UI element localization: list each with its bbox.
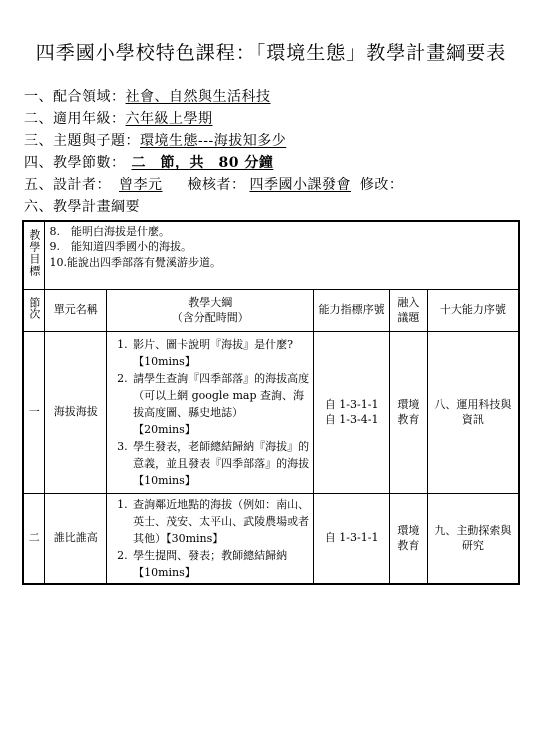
unit-header: 單元名稱 [45,289,107,331]
period-cell: 二 [23,493,45,584]
domain-value: 社會、自然與生活科技 [125,89,271,105]
domain-label: 一、配合領域： [24,89,126,105]
indicator-header: 能力指標序號 [314,289,390,331]
outline-item [131,336,309,370]
designer-line [24,174,415,194]
outline-item [131,370,309,438]
unit-cell: 海拔海拔 [45,331,107,493]
designer-value: 曾李元 [119,177,163,193]
period-cell: 一 [23,331,45,493]
table-row [23,331,519,493]
grade-line [24,108,213,128]
indicator-item: 自 1-3-1-1 [324,397,379,411]
page-title: 四季國小學校特色課程：「環境生態」教學計畫綱要表 [35,42,507,64]
period-header [23,289,45,331]
reviewer-value: 四季國小課發會 [249,177,351,193]
indicator-item: 自 1-3-4-1 [324,413,379,426]
outline-item-text: 查詢鄰近地點的海拔（例如：南山、英士、茂安、太平山、武陵農場或者其他）【30mins】 [133,497,310,545]
periods-label: 四、教學節數： [24,155,126,171]
outline-item-time: 【10mins】 [133,473,196,487]
outline-item-time: 【20mins】 [133,422,196,436]
outline-heading: 六、教學計畫綱要 [24,199,140,215]
outline-item [131,547,309,581]
ten-ability-cell: 九、主動探索與研究 [427,493,519,584]
periods-value: 二 節，共 80 分鐘 [131,155,274,171]
objectives-cell [45,221,519,289]
issue-cell: 環境教育 [389,331,427,493]
issue-cell: 環境教育 [389,493,427,584]
objective-item: 8. 能明白海拔是什麼。 [49,225,170,238]
issue-header: 融入議題 [389,289,427,331]
designer-label: 五、設計者： [24,177,111,193]
grade-value: 六年級上學期 [125,111,213,127]
objectives-header-text: 教學目標 [27,229,41,278]
period-header-text: 節次 [27,296,41,319]
outline-cell [107,331,314,493]
periods-line [24,152,279,172]
outline-item-time: 【10mins】 [133,565,196,579]
outline-list [111,336,309,489]
revision-label: 修改： [359,177,404,193]
domain-line [24,86,271,106]
outline-cell [107,493,314,584]
theme-label: 三、主題與子題： [24,133,140,149]
table-row [23,493,519,584]
objective-item: 9. 能知道四季國小的海拔。 [49,240,192,254]
reviewer-label: 檢核者： [187,177,246,193]
unit-cell: 誰比誰高 [45,493,107,584]
grade-label: 二、適用年級： [24,111,126,127]
outline-item-text: 學生發表，老師總結歸納『海拔』的意義，並且發表『四季部落』的海拔 [133,439,310,470]
plan-table [22,220,520,585]
header-row [23,289,519,331]
indicator-item: 自 1-3-1-1 [324,531,379,545]
outline-header-line1: 教學大綱 [188,295,233,309]
outline-item [131,438,309,489]
ten-ability-header: 十大能力序號 [427,289,519,331]
outline-header [107,289,314,331]
revision-blank [403,177,415,193]
theme-line [24,130,286,150]
outline-header-line2: （含分配時間） [171,311,249,324]
ten-ability-cell: 八、運用科技與資訊 [427,331,519,493]
outline-item-text: 影片、圖卡說明『海拔』是什麼? [133,337,294,351]
objectives-row [23,221,519,289]
outline-item-text: 學生提問、發表；教師總結歸納 [133,548,288,562]
outline-list [111,496,309,581]
indicator-cell [314,493,390,584]
outline-item-text: 請學生查詢『四季部落』的海拔高度（可以上網 google map 查詢、海拔高度圖、縣史地誌） [133,371,310,419]
objective-item: 10.能說出四季部落有覺溪游步道。 [49,255,221,269]
indicator-cell [314,331,390,493]
objectives-header [23,221,45,289]
outline-item-time: 【10mins】 [133,354,196,368]
theme-value: 環境生態---海拔知多少 [140,133,287,149]
outline-item [131,496,309,547]
